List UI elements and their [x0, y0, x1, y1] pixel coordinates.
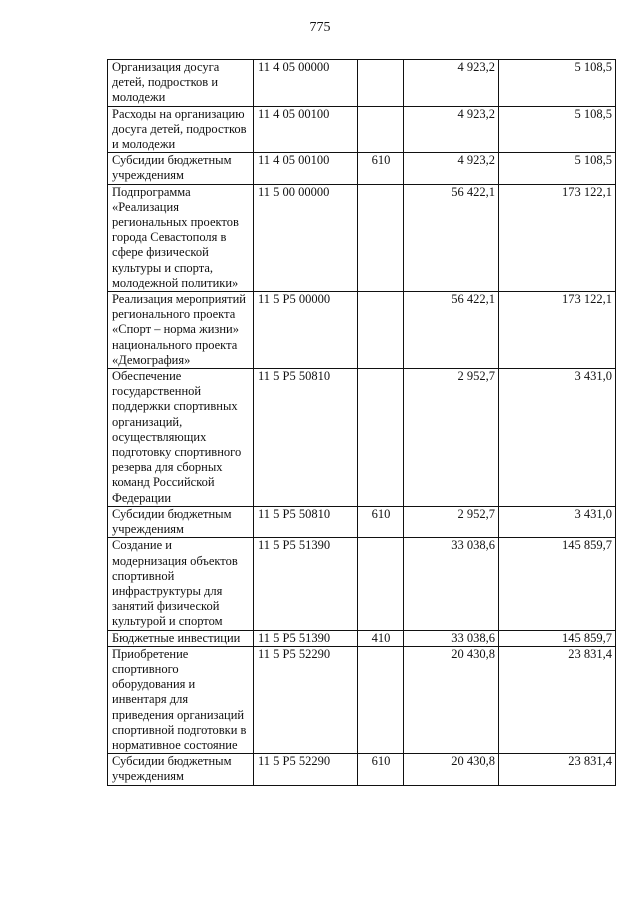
row-year2-cell: 23 831,4	[499, 646, 616, 753]
table-row	[108, 369, 616, 507]
row-code-cell: 11 5 Р5 50810	[254, 369, 358, 507]
row-code-cell: 11 5 Р5 00000	[254, 292, 358, 369]
row-year1-cell: 56 422,1	[404, 184, 499, 291]
row-type-cell: 410	[358, 630, 404, 646]
row-type-cell	[358, 60, 404, 107]
table-row	[108, 60, 616, 107]
row-year1-cell: 4 923,2	[404, 153, 499, 184]
row-code-cell: 11 5 Р5 51390	[254, 538, 358, 630]
row-year1-cell: 56 422,1	[404, 292, 499, 369]
row-code-cell: 11 4 05 00100	[254, 153, 358, 184]
row-year1-cell: 2 952,7	[404, 506, 499, 537]
row-year1-cell: 2 952,7	[404, 369, 499, 507]
table-row	[108, 630, 616, 646]
row-name-cell: Обеспечение государственной поддержки спортивных организаций, осуществляющих подготовку спортивного резерва для сборных команд Российской Федерации	[108, 369, 254, 507]
row-code-cell: 11 5 Р5 52290	[254, 646, 358, 753]
row-year2-cell: 5 108,5	[499, 153, 616, 184]
table-row	[108, 754, 616, 785]
row-code-cell: 11 5 Р5 51390	[254, 630, 358, 646]
row-year1-cell: 33 038,6	[404, 630, 499, 646]
row-name-cell: Подпрограмма «Реализация региональных проектов города Севастополя в сфере физической культуры и спорта, молодежной политики»	[108, 184, 254, 291]
row-name-cell: Расходы на организацию досуга детей, подростков и молодежи	[108, 106, 254, 153]
row-code-cell: 11 5 Р5 50810	[254, 506, 358, 537]
row-name-cell: Бюджетные инвестиции	[108, 630, 254, 646]
row-code-cell: 11 5 Р5 52290	[254, 754, 358, 785]
row-code-cell: 11 4 05 00100	[254, 106, 358, 153]
row-name-cell: Создание и модернизация объектов спортивной инфраструктуры для занятий физической культурой и спортом	[108, 538, 254, 630]
row-name-cell: Субсидии бюджетным учреждениям	[108, 153, 254, 184]
row-type-cell	[358, 292, 404, 369]
row-year2-cell: 3 431,0	[499, 369, 616, 507]
page-number: 775	[309, 20, 331, 35]
row-type-cell	[358, 646, 404, 753]
row-type-cell: 610	[358, 506, 404, 537]
row-year2-cell: 3 431,0	[499, 506, 616, 537]
table-row	[108, 538, 616, 630]
row-type-cell: 610	[358, 754, 404, 785]
row-year2-cell: 173 122,1	[499, 184, 616, 291]
row-year2-cell: 23 831,4	[499, 754, 616, 785]
row-name-cell: Субсидии бюджетным учреждениям	[108, 506, 254, 537]
row-type-cell	[358, 538, 404, 630]
table-row	[108, 106, 616, 153]
row-year2-cell: 145 859,7	[499, 630, 616, 646]
row-type-cell	[358, 106, 404, 153]
row-type-cell	[358, 184, 404, 291]
row-year2-cell: 173 122,1	[499, 292, 616, 369]
table-row	[108, 153, 616, 184]
row-year1-cell: 20 430,8	[404, 646, 499, 753]
budget-table-body	[108, 60, 616, 786]
row-year1-cell: 4 923,2	[404, 60, 499, 107]
row-year2-cell: 5 108,5	[499, 60, 616, 107]
table-row	[108, 184, 616, 291]
row-name-cell: Приобретение спортивного оборудования и инвентаря для приведения организаций спортивной подготовки в нормативное состояние	[108, 646, 254, 753]
row-year1-cell: 20 430,8	[404, 754, 499, 785]
row-name-cell: Реализация мероприятий регионального проекта «Спорт – норма жизни» национального проекта «Демография»	[108, 292, 254, 369]
row-type-cell	[358, 369, 404, 507]
row-name-cell: Субсидии бюджетным учреждениям	[108, 754, 254, 785]
row-year2-cell: 5 108,5	[499, 106, 616, 153]
table-row	[108, 292, 616, 369]
row-code-cell: 11 4 05 00000	[254, 60, 358, 107]
row-type-cell: 610	[358, 153, 404, 184]
row-year1-cell: 4 923,2	[404, 106, 499, 153]
table-row	[108, 646, 616, 753]
row-year1-cell: 33 038,6	[404, 538, 499, 630]
row-code-cell: 11 5 00 00000	[254, 184, 358, 291]
table-row	[108, 506, 616, 537]
row-name-cell: Организация досуга детей, подростков и молодежи	[108, 60, 254, 107]
budget-table	[107, 59, 616, 786]
row-year2-cell: 145 859,7	[499, 538, 616, 630]
